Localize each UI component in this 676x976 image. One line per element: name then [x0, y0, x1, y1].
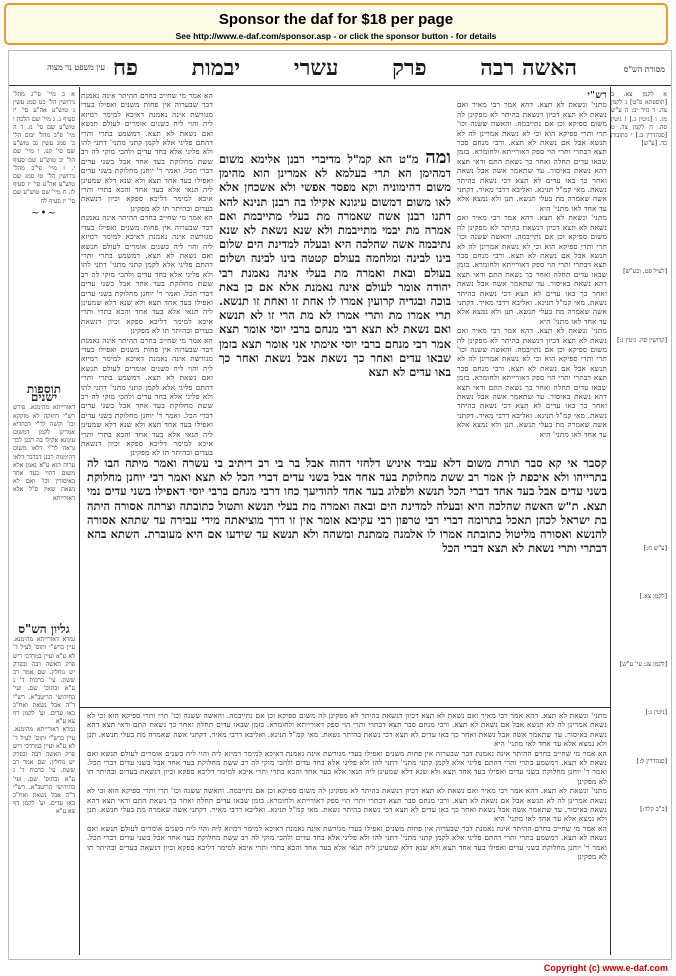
sponsor-title[interactable]: Sponsor the daf for $18 per page [218, 11, 454, 28]
masoret-ref: [גיטין ג:] [645, 709, 667, 717]
rashi-text: מתני' ונשאת לא תצא. דהא אמר רבי מאיר ואם נשאת לא תצא דכיון דנשאת בהיתר לא מפקינן לה משום ספיקא וכן אם נתייבמה. והאשה ששנה וכו' תרי ותרי ספיקא הוא וכי לא נשאת אמרינן לה לא תנשא אבל אם נשאת לא תצא. ורבי מנחם סבר תצא דבתרי ותרי הוי ספק דאורייתא ולחומרא. בזמן שבאו עדים תחלה ואחר כך נשאת התם ודאי תצא דהא נשאת באיסור. עד שתאמר אשה אבל נשאת ואחר כך באו עדים לא תצא דכי נשאת בהיתר נשאת. מאי קמ"ל תנינא. ואליבא דרבי מאיר. דקתני אשה שאמרה מת בעלי תנשא. תנן ולא נמצא אלא עד אחד לאו מתני' היא [457, 213, 607, 326]
gemara-continuation [87, 456, 607, 706]
tosafot-yeshanim-text: דאורייתא מהימנא. פירש רש"י דחזקה לא מזקקא וכו' וקשה לר"י דבהדיא אמרינן לקמן דמשום עיגונא אקילו בה רבנן לכך נראה לר"י דלאו משום דהימנוה רבנן דבדבר דלאו ערוה הוא ע"א נאמן אלא משום דהוי כעד אחד באיסורין וכו' ואם לא נשאת שאין ס"ל אלא דאורייתא [13, 404, 75, 502]
masoret-column [611, 91, 667, 951]
commentary-bottom [87, 711, 607, 951]
tractate-name: יבמות [191, 55, 241, 81]
masoret-ref: [ע"ש ח:] [643, 544, 667, 552]
gilyon-column [13, 621, 75, 951]
chapter-number: עשרי [293, 55, 339, 81]
gemara-opening-word: ומה [425, 147, 451, 168]
masoret-ref: [קדושין סה. גיטין נ:] [617, 336, 667, 344]
masoret-ref: [לקמן צג: עי' ע"ש] [619, 661, 667, 669]
talmud-page [8, 50, 672, 960]
tosafot-text: הא אמר מי שחייב בחרם ההיתר אינה נאמנת דבר שבערוה אין פחות משנים ואפילו בעדי מגורשת אינה נאמנת דאיכא למימר רמיזא ליה והוי ליה כשנים אומרים לעולם תנשא ואם נשאת לא תצא. דמשמע בתרי ותרי דהתם פליגי אלא לקמן קתני מתני' דתני להו ולא פליגי אלא בחד עדים ולהכי מוקי לה רב ששת מחלוקת בעד אחד אבל בשני עדים דברי הכל. ואמר ר' יוחנן מחלוקת בשני עדים ואפילו בעד אחד תצא ולא שנא דלא שמעינן ליה תנאי אלא בעד אחד והכא בתרי ותרי איכא למימר דליכא ספקא וכיון דנשאת בעדים ובהיתר תו לא מפקינן [81, 335, 213, 458]
rashi-title: רש"י [587, 90, 607, 101]
page-title [109, 55, 581, 81]
gemara-column [219, 147, 451, 451]
rashi-text: מתני' ונשאת לא תצא. דהא אמר רבי מאיר ואם נשאת לא תצא דכיון דנשאת בהיתר לא מפקינן לה משום ספיקא וכן אם נתייבמה. והאשה ששנה וכו' תרי ותרי ספיקא הוא וכי לא נשאת אמרינן לה לא תנשא אבל אם נשאת לא תצא. ורבי מנחם סבר תצא דבתרי ותרי הוי ספק דאורייתא ולחומרא. בזמן שבאו עדים תחלה ואחר כך נשאת התם ודאי תצא דהא נשאת באיסור. עד שתאמר אשה אבל נשאת ואחר כך באו עדים לא תצא דכי נשאת בהיתר נשאת. מאי קמ"ל תנינא. ואליבא דרבי מאיר. דקתני אשה שאמרה מת בעלי תנשא. תנן ולא נמצא אלא עד אחד לאו מתני' היא [457, 100, 607, 213]
rashi-text: מתני' ונשאת לא תצא. דהא אמר רבי מאיר ואם נשאת לא תצא דכיון דנשאת בהיתר לא מפקינן לה משום ספיקא וכן אם נתייבמה. והאשה ששנה וכו' תרי ותרי ספיקא הוא וכי לא נשאת אמרינן לה לא תנשא אבל אם נשאת לא תצא. ורבי מנחם סבר תצא דבתרי ותרי הוי ספק דאורייתא ולחומרא. בזמן שבאו עדים תחלה ואחר כך נשאת התם ודאי תצא דהא נשאת באיסור. עד שתאמר אשה אבל נשאת ואחר כך באו עדים לא תצא דכי נשאת בהיתר נשאת. מאי קמ"ל תנינא. ואליבא דרבי מאיר. דקתני אשה שאמרה מת בעלי תנשא. תנן ולא נמצא אלא עד אחד לאו מתני' היא [87, 786, 607, 824]
sponsor-banner[interactable] [4, 3, 668, 45]
rashi-text: מתני' ונשאת לא תצא. דהא אמר רבי מאיר ואם נשאת לא תצא דכיון דנשאת בהיתר לא מפקינן לה משום ספיקא וכן אם נתייבמה. והאשה ששנה וכו' תרי ותרי ספיקא הוא וכי לא נשאת אמרינן לה לא תנשא אבל אם נשאת לא תצא. ורבי מנחם סבר תצא דבתרי ותרי הוי ספק דאורייתא ולחומרא. בזמן שבאו עדים תחלה ואחר כך נשאת התם ודאי תצא דהא נשאת באיסור. עד שתאמר אשה אבל נשאת ואחר כך באו עדים לא תצא דכי נשאת בהיתר נשאת. מאי קמ"ל תנינא. ואליבא דרבי מאיר. דקתני אשה שאמרה מת בעלי תנשא. תנן ולא נמצא אלא עד אחד לאו מתני' היא [457, 326, 607, 439]
tosafot-yeshanim-column [13, 381, 75, 611]
tosafot-text: הא אמר מי שחייב בחרם ההיתר אינה נאמנת דבר שבערוה אין פחות משנים ואפילו בעדי מגורשת אינה נאמנת דאיכא למימר רמיזא ליה והוי ליה כשנים אומרים לעולם תנשא ואם נשאת לא תצא. דמשמע בתרי ותרי דהתם פליגי אלא לקמן קתני מתני' דתני להו ולא פליגי אלא בחד עדים ולהכי מוקי לה רב ששת מחלוקת בעד אחד אבל בשני עדים דברי הכל. ואמר ר' יוחנן מחלוקת בשני עדים ואפילו בעד אחד תצא ולא שנא דלא שמעינן ליה תנאי אלא בעד אחד והכא בתרי ותרי איכא למימר דליכא ספקא וכיון דנשאת בעדים ובהיתר תו לא מפקינן [81, 91, 213, 213]
copyright-link[interactable]: Copyright (c) www.e-daf.com [543, 963, 668, 973]
rashi-text: מתני' ונשאת לא תצא. דהא אמר רבי מאיר ואם נשאת לא תצא דכיון דנשאת בהיתר לא מפקינן לה משום ספיקא וכן אם נתייבמה. והאשה ששנה וכו' תרי ותרי ספיקא הוא וכי לא נשאת אמרינן לה לא תנשא אבל אם נשאת לא תצא. ורבי מנחם סבר תצא דבתרי ותרי הוי ספק דאורייתא ולחומרא. בזמן שבאו עדים תחלה ואחר כך נשאת התם ודאי תצא דהא נשאת באיסור. עד שתאמר אשה אבל נשאת ואחר כך באו עדים לא תצא דכי נשאת בהיתר נשאת. מאי קמ"ל תנינא. ואליבא דרבי מאיר. דקתני אשה שאמרה מת בעלי תנשא. תנן ולא נמצא אלא עד אחד לאו מתני' היא [87, 711, 607, 749]
page-header [9, 51, 671, 86]
tosafot-text: הא אמר מי שחייב בחרם ההיתר אינה נאמנת דבר שבערוה אין פחות משנים ואפילו בעדי מגורשת אינה נאמנת דאיכא למימר רמיזא ליה והוי ליה כשנים אומרים לעולם תנשא ואם נשאת לא תצא. דמשמע בתרי ותרי דהתם פליגי אלא לקמן קתני מתני' דתני להו ולא פליגי אלא בחד עדים ולהכי מוקי לה רב ששת מחלוקת בעד אחד אבל בשני עדים דברי הכל. ואמר ר' יוחנן מחלוקת בשני עדים ואפילו בעד אחד תצא ולא שנא דלא שמעינן ליה תנאי אלא בעד אחד והכא בתרי ותרי איכא למימר דליכא ספקא וכיון דנשאת בעדים ובהיתר תו לא מפקינן [81, 213, 213, 336]
masoret-label: מסורת הש"ס [623, 65, 665, 74]
masoret-text: א לקמן צא. ב [תוספתא פ"ט] ג לקמן צה. ד נזיר יב: ה ע"ש מו. ו [גיטין ג.] ז גיטין סה. ח לקמן צד. ט [סנהדרין ב.] י כתובות כד. [ע"ש] [611, 91, 667, 148]
masoret-ref: [סנהדרין ל:] [636, 757, 667, 765]
gemara-text-3: אמרו לו אלמנה ממתנת ומשהה ולא תנשא עד שידעו אם היא מעוברת. השתא בהא דבתרי ותרי נשאת לא תצא דברי הכל [87, 527, 607, 556]
daf-number: פח [113, 55, 139, 81]
margin-rule-left [79, 87, 80, 955]
tosafot-yeshanim-title: תוספות ישנים [26, 382, 62, 405]
masoret-ref: [לקמן צא.] [639, 593, 667, 601]
chapter-label: פרק [392, 55, 427, 81]
margin-rule-right [610, 87, 611, 955]
tosafot-text: הא אמר מי שחייב בחרם ההיתר אינה נאמנת דבר שבערוה אין פחות משנים ואפילו בעדי מגורשת אינה נאמנת דאיכא למימר רמיזא ליה והוי ליה כשנים אומרים לעולם תנשא ואם נשאת לא תצא. דמשמע בתרי ותרי דהתם פליגי אלא לקמן קתני מתני' דתני להו ולא פליגי אלא בחד עדים ולהכי מוקי לה רב ששת מחלוקת בעד אחד אבל בשני עדים דברי הכל. ואמר ר' יוחנן מחלוקת בשני עדים ואפילו בעד אחד תצא ולא שנא דלא שמעינן ליה תנאי אלא בעד אחד והכא בתרי ותרי איכא למימר דליכא ספקא וכיון דנשאת בעדים ובהיתר תו לא מפקינן [87, 823, 607, 862]
tosafot-text: הא אמר מי שחייב בחרם ההיתר אינה נאמנת דבר שבערוה אין פחות משנים ואפילו בעדי מגורשת אינה נאמנת דאיכא למימר רמיזא ליה והוי ליה כשנים אומרים לעולם תנשא ואם נשאת לא תצא. דמשמע בתרי ותרי דהתם פליגי אלא לקמן קתני מתני' דתני להו ולא פליגי אלא בחד עדים ולהכי מוקי לה רב ששת מחלוקת בעד אחד אבל בשני עדים דברי הכל. ואמר ר' יוחנן מחלוקת בשני עדים ואפילו בעד אחד תצא ולא שנא דלא שמעינן ליה תנאי אלא בעד אחד והכא בתרי ותרי איכא למימר דליכא ספקא וכיון דנשאת בעדים ובהיתר תו לא מפקינן [87, 748, 607, 786]
chapter-name: האשה רבה [480, 55, 577, 81]
sponsor-subtitle[interactable]: See http://www.e-daf.com/sponsor.asp - or click the sponsor button - for details [175, 31, 497, 41]
tosafot-column [81, 91, 213, 458]
masoret-ref: [לעיל פט. ובע"ש] [623, 268, 667, 276]
gemara-text-2: קסבר אי קא סבר תורת משום דלא עביד איניש דלחזי דהוה אבל בר בי רב דיתיב בי עשרה ואמר מיתה הבו לה בתרייהו ולא איכפת לן אמר רב ששת מחלוקת בעד אחד אבל בשני עדים דברי הכל לא תצא ואמר רבי יוחנן מחלוקת בשני עדים אבל בעד אחד דברי הכל תנשא ולפלוג בעד אחד להודיעך כחו דרבי מנחם ברבי יוסי דאפילו בשני עדים נמי תצא. ת"ש האשה שהלכה היא ובעלה למדינת הים ובאה ואמרה מת בעלי תנשא ותטול כתובתה וצרתה אסורה היתה בת ישראל לכהן תאכל בתרומה דברי רבי טרפון רבי עקיבא אומר אין זו דרך מוציאתה מידי עבירה עד שתהא אסורה להנשא ואסורה מליטול כתובתה [87, 456, 607, 542]
ornament-divider: ~•~ [31, 207, 57, 219]
gilyon-text: גמרא דאורייתא מהימנא. עיין ברש"י ותוס' לעיל ד' לא ע"א ועיין במרדכי ריש פרק האשה רבה ובפרק יש נוחלין. שם אמר רב ששת. עי' ברכות ד' ג ע"א ובתוס' שם. ועי' בחידושי הריטב"א. רש"י ד"ה אבל נשאת ואח"כ באו עדים. וע' לקמן דף צא ע"א [13, 636, 75, 726]
commentary-rule [79, 707, 611, 708]
masoret-ref: [ב"ב קלד:] [640, 805, 667, 813]
ein-mishpat-text: א ב מיי' פי"ג מהל' גירושין הל' כט סמג עשין נ טוש"ע אה"ע סי' יז סעיף נ. ג מיי' שם הלכה ו טוש"ע שם סי' נז. ד ה מיי' פ"ב מהל' יבום הל' כ' סמג עשין נב טוש"ע שם סי' קנו. ו מיי' שם הל' יב טוש"ע שם סעיף י. ז מיי' פי"ב מהל' גירושין הל' טו סמג שם טוש"ע אה"ע סי' יז סעיף לו. ח מיי' שם טוש"ע שם סי' יז סעיף לח [13, 91, 75, 205]
ein-mishpat-column [13, 91, 75, 371]
gemara-text: מ"ט הא קמ"ל מדיברי רבנן אלימא משום דמהימן הא תרי בעלמא לא אמרינן הוא מהימן משום דהימוניה וקא מפסד אפשי ולא אשכחן אלא לאו משום דמשום עיגונא אקילו בה רבנן תנינא להא דתנו רבנן אשה שאמרה מת בעלי מתייבמת ואם אמרה מת יבמי מתייבמת ולא שנא נשאת לא שנא נתיבמה אשה שהלכה היא ובעלה למדינת הים שלום בינו לבינה ומלחמה בעולם קטטה בינו לבינה ושלום בעולם ובאת ואמרה מת בעלי אינה נאמנת רבי יהודה אומר לעולם אינה נאמנת אלא אם כן באת בוכה ובגדיה קרועין אמרו לו אחת זו ואחת זו תנשא. תרי אמרו מת ותרי אמרו לא מת הרי זו לא תנשא ואם נשאת לא תצא רבי מנחם ברבי יוסי אומר תצא אמר רבי מנחם ברבי יוסי אימתי אני אומר תצא בזמן שבאו עדים ואחר כך נשאת אבל נשאת ואחר כך באו עדים לא תצא [219, 152, 451, 380]
ein-mishpat-label: עין משפט נר מצוה [47, 63, 105, 72]
gilyon-title: גליון הש"ס [18, 622, 70, 636]
gilyon-text: גמרא דאורייתא מהימנא. עיין ברש"י ותוס' לעיל ד' לא ע"א ועיין במרדכי ריש פרק האשה רבה ובפרק יש נוחלין. שם אמר רב ששת. עי' ברכות ד' ג ע"א ובתוס' שם. ועי' בחידושי הריטב"א. רש"י ד"ה אבל נשאת ואח"כ באו עדים. וע' לקמן דף צא ע"א [13, 726, 75, 816]
